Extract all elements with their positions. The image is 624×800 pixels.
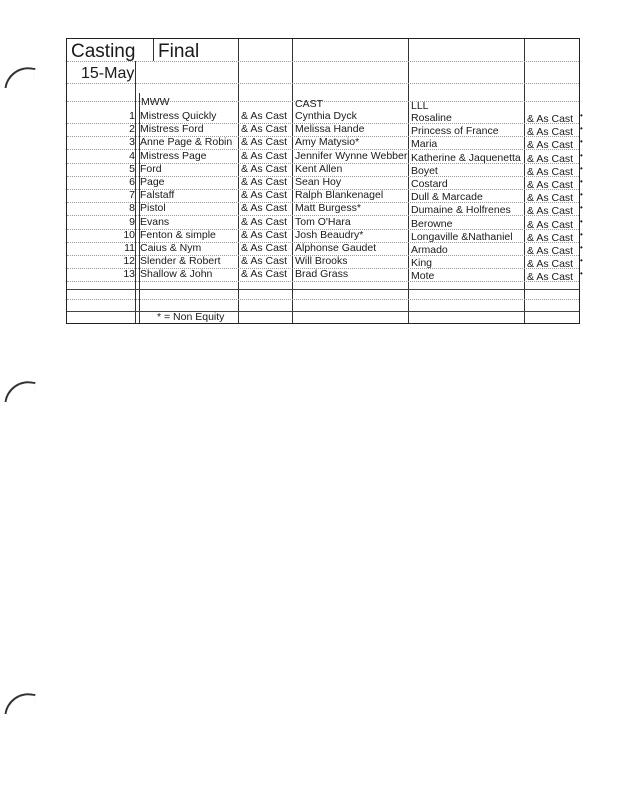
lll-role: Boyet — [411, 164, 438, 177]
mww-role: Mistress Quickly — [140, 110, 217, 122]
cast-name: Ralph Blankenagel — [295, 189, 384, 202]
margin-tick-mark: • — [580, 163, 583, 173]
margin-tick-mark: • — [580, 203, 583, 213]
row-number: 7 — [129, 189, 135, 202]
margin-tick-mark: • — [580, 177, 583, 186]
margin-tick-mark: • — [580, 137, 583, 147]
cast-name: Alphonse Gaudet — [295, 242, 377, 254]
as-cast-lll: & As Cast — [527, 218, 574, 231]
lll-role: Mote — [411, 270, 435, 283]
row-number: 5 — [129, 162, 135, 175]
mww-role: Slender & Robert — [140, 255, 221, 268]
as-cast-lll: & As Cast — [527, 205, 574, 218]
row-number: 12 — [123, 255, 135, 268]
margin-tick-mark: • — [580, 256, 583, 266]
grid-line — [67, 311, 579, 312]
as-cast-mww: & As Cast — [241, 110, 288, 122]
cast-name: Jennifer Wynne Webber — [295, 149, 408, 162]
mww-role: Shallow & John — [140, 268, 213, 281]
mww-role: Caius & Nym — [140, 242, 202, 254]
mww-role: Fenton & simple — [140, 228, 216, 241]
as-cast-mww: & As Cast — [241, 162, 288, 175]
cast-name: Brad Grass — [295, 268, 349, 281]
margin-tick-mark: • — [580, 243, 583, 252]
as-cast-mww: & As Cast — [241, 242, 288, 254]
as-cast-lll: & As Cast — [527, 245, 574, 257]
lll-role: Longaville &Nathaniel — [411, 230, 513, 243]
sheet-status: Final — [158, 41, 200, 62]
as-cast-lll: & As Cast — [527, 179, 574, 191]
lll-role: Dumaine & Holfrenes — [411, 204, 511, 217]
as-cast-mww: & As Cast — [241, 149, 288, 162]
grid-line — [408, 39, 409, 323]
grid-line — [67, 61, 579, 62]
casting-sheet — [66, 38, 580, 324]
lll-role: Armado — [411, 244, 448, 256]
lll-role: Princess of France — [411, 125, 499, 138]
margin-tick-mark: • — [580, 150, 583, 160]
sheet-date: 15-May — [81, 65, 135, 82]
margin-tick-mark: • — [580, 190, 583, 200]
as-cast-lll: & As Cast — [527, 126, 574, 139]
mww-role: Anne Page & Robin — [140, 136, 233, 149]
lll-role: Rosaline — [411, 112, 452, 124]
cast-name: Will Brooks — [295, 255, 348, 268]
mww-role: Page — [140, 176, 165, 188]
mww-role: Ford — [140, 162, 162, 175]
as-cast-mww: & As Cast — [241, 202, 288, 215]
as-cast-mww: & As Cast — [241, 228, 288, 241]
binder-hole-middle — [4, 378, 35, 406]
footnote: * = Non Equity — [157, 311, 225, 323]
row-number: 13 — [123, 268, 135, 281]
row-number: 10 — [123, 228, 135, 241]
margin-tick-mark: • — [580, 124, 583, 134]
grid-line — [67, 299, 579, 300]
grid-line — [153, 39, 154, 61]
binder-hole-bottom — [4, 690, 35, 718]
as-cast-mww: & As Cast — [241, 268, 288, 281]
mww-role: Falstaff — [140, 189, 175, 202]
row-number: 2 — [129, 123, 135, 136]
lll-role: Berowne — [411, 217, 453, 230]
grid-line — [238, 39, 239, 323]
margin-tick-mark: • — [580, 111, 583, 120]
as-cast-mww: & As Cast — [241, 189, 288, 202]
grid-line — [292, 39, 293, 323]
mww-role: Mistress Page — [140, 149, 207, 162]
cast-name: Cynthia Dyck — [295, 110, 357, 122]
column-header-lll: LLL — [411, 100, 429, 112]
mww-role: Mistress Ford — [140, 123, 204, 136]
as-cast-lll: & As Cast — [527, 258, 574, 271]
lll-role: Maria — [411, 138, 438, 151]
row-number: 3 — [129, 136, 135, 149]
as-cast-lll: & As Cast — [527, 165, 574, 178]
as-cast-mww: & As Cast — [241, 136, 288, 149]
as-cast-mww: & As Cast — [241, 176, 288, 188]
row-number: 1 — [129, 110, 135, 122]
lll-role: Katherine & Jaquenetta — [411, 151, 521, 164]
row-number: 6 — [129, 176, 135, 188]
column-header-cast: CAST — [295, 98, 324, 110]
row-number: 11 — [124, 242, 135, 254]
cast-name: Matt Burgess* — [295, 202, 361, 215]
grid-line — [524, 39, 525, 323]
grid-line — [67, 83, 579, 84]
as-cast-lll: & As Cast — [527, 152, 574, 165]
margin-tick-mark: • — [580, 269, 583, 279]
cast-name: Sean Hoy — [295, 176, 342, 188]
as-cast-mww: & As Cast — [241, 215, 288, 228]
cast-name: Tom O'Hara — [295, 215, 351, 228]
as-cast-mww: & As Cast — [241, 123, 288, 136]
margin-tick-mark: • — [580, 229, 583, 239]
lll-role: Costard — [411, 178, 448, 190]
as-cast-lll: & As Cast — [527, 192, 574, 205]
grid-line — [67, 289, 579, 290]
column-header-mww: MWW — [141, 96, 170, 108]
sheet-title: Casting — [71, 41, 136, 62]
row-number: 8 — [129, 202, 135, 215]
as-cast-lll: & As Cast — [527, 271, 574, 284]
cast-name: Melissa Hande — [295, 123, 365, 136]
lll-role: Dull & Marcade — [411, 191, 483, 204]
cast-name: Josh Beaudry* — [295, 228, 364, 241]
row-number: 4 — [129, 149, 135, 162]
grid-line — [67, 281, 579, 282]
as-cast-mww: & As Cast — [241, 255, 288, 268]
margin-tick-mark: • — [580, 216, 583, 226]
mww-role: Evans — [140, 215, 170, 228]
cast-name: Kent Allen — [295, 162, 343, 175]
as-cast-lll: & As Cast — [527, 113, 574, 125]
row-number: 9 — [129, 215, 135, 228]
binder-hole-top — [4, 64, 35, 92]
as-cast-lll: & As Cast — [527, 139, 574, 152]
as-cast-lll: & As Cast — [527, 231, 574, 244]
mww-role: Pistol — [140, 202, 166, 215]
lll-role: King — [411, 257, 433, 270]
cast-name: Amy Matysio* — [295, 136, 360, 149]
